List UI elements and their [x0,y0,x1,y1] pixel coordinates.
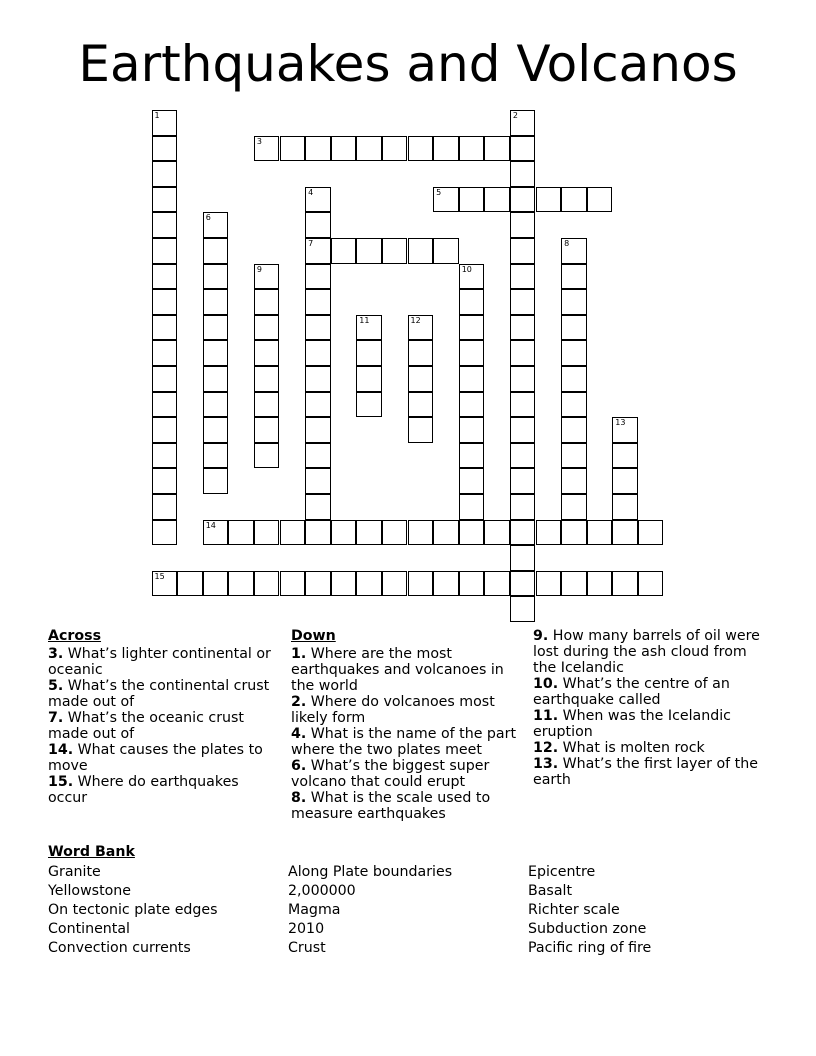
word-bank-item: Crust [288,940,326,956]
grid-cell[interactable] [356,366,382,392]
grid-cell[interactable] [356,392,382,418]
word-bank-heading: Word Bank [48,844,135,860]
grid-cell[interactable] [254,289,280,315]
cell-number: 3 [256,136,262,146]
grid-cell[interactable] [152,468,178,494]
grid-cell[interactable] [305,494,331,520]
grid-cell[interactable] [459,340,485,366]
grid-cell[interactable] [152,187,178,213]
clue-number: 7. [48,710,64,726]
across-heading: Across [48,628,102,644]
grid-cell[interactable] [254,340,280,366]
clue-text: What’s the centre of an earthquake called [533,676,730,708]
clue-number: 3. [48,646,64,662]
down-heading: Down [291,628,336,644]
across-clues [48,628,273,806]
grid-cell[interactable] [510,571,536,597]
grid-cell[interactable] [536,571,562,597]
grid-cell[interactable] [561,315,587,341]
grid-cell[interactable] [561,494,587,520]
grid-cell[interactable] [152,161,178,187]
grid-cell[interactable] [305,366,331,392]
word-bank-item: Continental [48,921,130,937]
word-bank-item: Epicentre [528,864,596,880]
clue-number: 11. [533,708,559,724]
grid-cell[interactable] [152,136,178,162]
cell-number: 2 [512,111,518,120]
clue-text: How many barrels of oil were lost during the ash cloud from the Icelandic [533,628,760,676]
clue [533,740,773,756]
grid-cell[interactable] [305,212,331,238]
grid-cell[interactable] [280,136,306,162]
clue-number: 10. [533,676,559,692]
grid-cell[interactable] [484,520,510,546]
grid-cell[interactable] [459,392,485,418]
clue-number: 1. [291,646,307,662]
grid-cell[interactable] [203,289,229,315]
grid-cell[interactable] [254,392,280,418]
grid-cell[interactable] [203,443,229,469]
cell-number: 4 [308,187,314,197]
clue-text: What’s the oceanic crust made out of [48,710,244,742]
grid-cell[interactable] [356,340,382,366]
word-bank-item: Pacific ring of fire [528,940,652,956]
grid-cell[interactable] [587,520,613,546]
clue [533,676,773,708]
grid-cell[interactable] [612,468,638,494]
grid-cell[interactable] [408,136,434,162]
grid-cell[interactable] [561,366,587,392]
clue [533,628,773,676]
word-bank-item: Magma [288,902,341,918]
grid-cell[interactable] [382,520,408,546]
clue-text: What’s lighter continental or oceanic [48,646,271,678]
grid-cell[interactable] [254,264,280,290]
grid-cell[interactable] [305,571,331,597]
grid-cell[interactable] [510,443,536,469]
word-bank-item: Richter scale [528,902,620,918]
word-bank-item: Basalt [528,883,573,899]
grid-cell[interactable] [152,289,178,315]
grid-cell[interactable] [203,340,229,366]
grid-cell[interactable] [587,571,613,597]
clue [291,790,523,822]
page-title: Earthquakes and Volcanos [78,35,738,93]
grid-cell[interactable] [331,238,357,264]
grid-cell[interactable] [408,392,434,418]
clue [291,758,523,790]
grid-cell[interactable] [638,520,664,546]
grid-cell[interactable] [382,571,408,597]
grid-cell[interactable] [254,571,280,597]
grid-cell[interactable] [510,494,536,520]
grid-cell[interactable] [382,136,408,162]
grid-cell[interactable] [459,136,485,162]
word-bank-item: 2010 [288,921,325,937]
grid-cell[interactable] [203,366,229,392]
grid-cell[interactable] [152,238,178,264]
grid-cell[interactable] [408,315,434,341]
grid-cell[interactable] [510,340,536,366]
clue-text: What’s the continental crust made out of [48,678,270,710]
grid-cell[interactable] [152,417,178,443]
grid-cell[interactable] [561,340,587,366]
grid-cell[interactable] [356,238,382,264]
clue-text: What is molten rock [562,740,705,756]
grid-cell[interactable] [536,187,562,213]
grid-cell[interactable] [408,571,434,597]
cell-number: 13 [615,418,626,428]
grid-cell[interactable] [561,571,587,597]
grid-cell[interactable] [254,417,280,443]
grid-cell[interactable] [561,468,587,494]
grid-cell[interactable] [459,520,485,546]
grid-cell[interactable] [510,366,536,392]
grid-cell[interactable] [305,392,331,418]
grid-cell[interactable] [331,136,357,162]
clue [533,708,773,740]
grid-cell[interactable] [561,443,587,469]
grid-cell[interactable] [510,468,536,494]
grid-cell[interactable] [459,417,485,443]
word-bank-item: Yellowstone [48,883,132,899]
clue [291,646,523,694]
down-clues-continued [533,628,773,788]
cell-number: 10 [461,264,472,274]
grid-cell[interactable] [510,187,536,213]
grid-cell[interactable] [331,520,357,546]
grid-cell[interactable] [433,571,459,597]
grid-cell[interactable] [510,212,536,238]
clue-number: 5. [48,678,64,694]
word-bank-item: Convection currents [48,940,191,956]
grid-cell[interactable] [356,520,382,546]
grid-cell[interactable] [459,494,485,520]
grid-cell[interactable] [408,238,434,264]
grid-cell[interactable] [561,289,587,315]
grid-cell[interactable] [280,520,306,546]
grid-cell[interactable] [254,443,280,469]
clue [291,694,523,726]
clue-text: What’s the biggest super volcano that could erupt [291,758,490,790]
grid-cell[interactable] [177,571,203,597]
word-bank-item: Along Plate boundaries [288,864,453,880]
clue-number: 6. [291,758,307,774]
cell-number: 7 [308,239,314,248]
cell-number: 5 [436,187,442,197]
grid-cell[interactable] [203,392,229,418]
cell-number: 8 [564,239,570,248]
grid-cell[interactable] [459,289,485,315]
grid-cell[interactable] [203,571,229,597]
grid-cell[interactable] [433,187,459,213]
grid-cell[interactable] [356,315,382,341]
word-bank-column [48,863,218,958]
grid-cell[interactable] [484,571,510,597]
word-bank-column [288,863,452,958]
grid-cell[interactable] [484,136,510,162]
word-bank-item: 2,000000 [288,883,356,899]
grid-cell[interactable] [510,417,536,443]
grid-cell[interactable] [305,264,331,290]
grid-cell[interactable] [408,340,434,366]
grid-cell[interactable] [254,136,280,162]
grid-cell[interactable] [356,571,382,597]
grid-cell[interactable] [305,136,331,162]
grid-cell[interactable] [510,264,536,290]
grid-cell[interactable] [561,417,587,443]
grid-cell[interactable] [305,468,331,494]
grid-cell[interactable] [510,596,536,622]
grid-cell[interactable] [305,417,331,443]
grid-cell[interactable] [587,187,613,213]
grid-cell[interactable] [561,238,587,264]
cell-number: 6 [205,213,211,223]
grid-cell[interactable] [638,571,664,597]
grid-cell[interactable] [561,187,587,213]
grid-cell[interactable] [331,571,357,597]
cell-number: 15 [154,571,165,581]
clue-number: 14. [48,742,74,758]
grid-cell[interactable] [305,443,331,469]
grid-cell[interactable] [254,366,280,392]
grid-cell[interactable] [510,392,536,418]
grid-cell[interactable] [203,417,229,443]
clue [48,678,273,710]
grid-cell[interactable] [510,110,536,136]
grid-cell[interactable] [561,264,587,290]
grid-cell[interactable] [305,520,331,546]
clue-number: 13. [533,756,559,772]
grid-cell[interactable] [433,136,459,162]
grid-cell[interactable] [433,238,459,264]
cell-number: 14 [205,520,216,530]
grid-cell[interactable] [510,136,536,162]
word-bank-item: Subduction zone [528,921,647,937]
grid-cell[interactable] [203,238,229,264]
grid-cell[interactable] [561,392,587,418]
grid-cell[interactable] [459,443,485,469]
grid-cell[interactable] [152,443,178,469]
clue-text: What is the scale used to measure earthquakes [291,790,491,822]
grid-cell[interactable] [459,571,485,597]
grid-cell[interactable] [152,520,178,546]
clue [533,756,773,788]
grid-cell[interactable] [408,520,434,546]
grid-cell[interactable] [510,520,536,546]
grid-cell[interactable] [612,494,638,520]
grid-cell[interactable] [203,315,229,341]
grid-cell[interactable] [459,315,485,341]
grid-cell[interactable] [459,366,485,392]
grid-cell[interactable] [433,520,459,546]
grid-cell[interactable] [305,315,331,341]
grid-cell[interactable] [203,468,229,494]
clue [48,646,273,678]
clue [291,726,523,758]
grid-cell[interactable] [152,110,178,136]
cell-number: 1 [154,111,160,120]
grid-cell[interactable] [203,520,229,546]
grid-cell[interactable] [510,161,536,187]
grid-cell[interactable] [612,571,638,597]
grid-cell[interactable] [510,238,536,264]
clue-number: 8. [291,790,307,806]
grid-cell[interactable] [408,366,434,392]
grid-cell[interactable] [203,212,229,238]
grid-cell[interactable] [612,520,638,546]
grid-cell[interactable] [612,443,638,469]
grid-cell[interactable] [228,520,254,546]
grid-cell[interactable] [459,264,485,290]
grid-cell[interactable] [459,468,485,494]
clue-number: 4. [291,726,307,742]
grid-cell[interactable] [305,187,331,213]
grid-cell[interactable] [152,392,178,418]
grid-cell[interactable] [152,494,178,520]
clue-text: What is the name of the part where the two plates meet [291,726,517,758]
grid-cell[interactable] [254,315,280,341]
word-bank-column [528,863,651,958]
grid-cell[interactable] [305,340,331,366]
clue-number: 12. [533,740,559,756]
grid-cell[interactable] [152,366,178,392]
grid-cell[interactable] [152,571,178,597]
grid-cell[interactable] [561,520,587,546]
clue-number: 15. [48,774,74,790]
cell-number: 9 [256,264,262,274]
grid-cell[interactable] [510,289,536,315]
clue [48,742,273,774]
grid-cell[interactable] [152,315,178,341]
down-clues [291,628,523,822]
clue-text: Where do volcanoes most likely form [291,694,495,726]
grid-cell[interactable] [254,520,280,546]
clue-text: Where are the most earthquakes and volcanoes in the world [291,646,504,694]
grid-cell[interactable] [536,520,562,546]
word-bank-item: On tectonic plate edges [48,902,218,918]
grid-cell[interactable] [510,315,536,341]
cell-number: 11 [359,315,370,325]
word-bank-item: Granite [48,864,101,880]
clue-number: 9. [533,628,549,644]
grid-cell[interactable] [484,187,510,213]
clue-number: 2. [291,694,307,710]
clue [48,774,273,806]
grid-cell[interactable] [382,238,408,264]
grid-cell[interactable] [612,417,638,443]
clue-text: What causes the plates to move [48,742,263,774]
grid-cell[interactable] [203,264,229,290]
clue-text: What’s the first layer of the earth [533,756,758,788]
grid-cell[interactable] [305,289,331,315]
grid-cell[interactable] [280,571,306,597]
grid-cell[interactable] [305,238,331,264]
grid-cell[interactable] [152,264,178,290]
grid-cell[interactable] [152,340,178,366]
grid-cell[interactable] [459,187,485,213]
grid-cell[interactable] [510,545,536,571]
grid-cell[interactable] [356,136,382,162]
grid-cell[interactable] [152,212,178,238]
clue [48,710,273,742]
clue-text: Where do earthquakes occur [48,774,239,806]
clue-text: When was the Icelandic eruption [533,708,731,740]
grid-cell[interactable] [408,417,434,443]
cell-number: 12 [410,315,421,325]
grid-cell[interactable] [228,571,254,597]
